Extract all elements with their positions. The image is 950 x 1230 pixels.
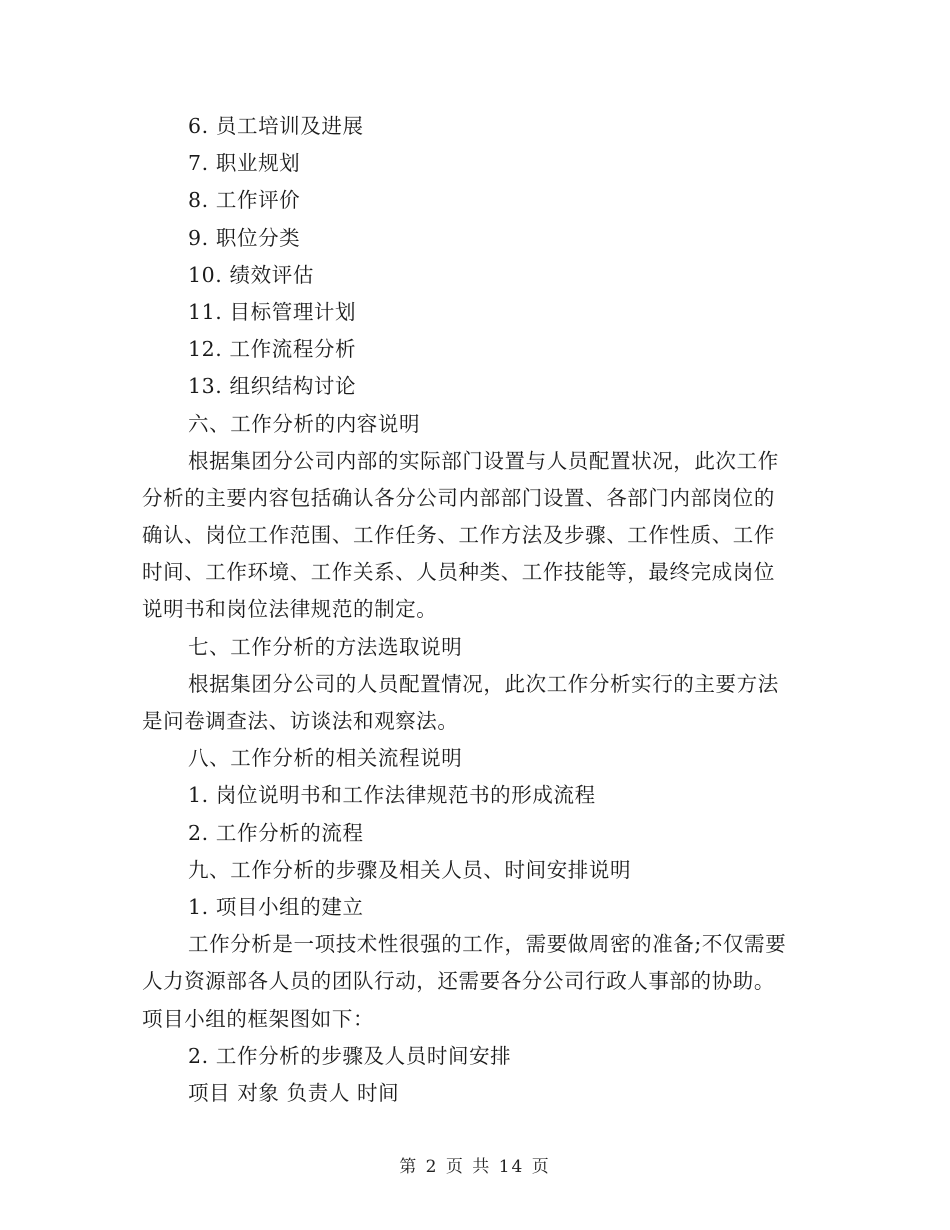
list-item: 2. 工作分析的流程	[188, 820, 364, 845]
paragraph-line: 根据集团分公司内部的实际部门设置与人员配置状况，此次工作	[188, 448, 779, 473]
paragraph-line: 工作分析是一项技术性很强的工作，需要做周密的准备;不仅需要	[188, 932, 787, 957]
page-number: 第 2 页 共 14 页	[399, 1157, 551, 1177]
table-header-row: 项目 对象 负责人 时间	[188, 1080, 400, 1105]
paragraph-line: 说明书和岗位法律规范的制定。	[142, 597, 438, 622]
document-body	[142, 108, 812, 1112]
paragraph	[142, 926, 812, 1038]
paragraph-line: 是问卷调查法、访谈法和观察法。	[142, 709, 459, 733]
paragraph-line: 根据集团分公司的人员配置情况，此次工作分析实行的主要方法	[188, 671, 779, 696]
paragraph-line: 时间、工作环境、工作关系、人员种类、工作技能等，最终完成岗位	[142, 560, 775, 585]
paragraph-line: 确认、岗位工作范围、工作任务、工作方法及步骤、工作性质、工作	[142, 523, 775, 548]
paragraph-line: 项目小组的框架图如下：	[142, 1006, 375, 1031]
list-item: 6. 员工培训及进展	[188, 114, 364, 138]
paragraph-line: 人力资源部各人员的团队行动，还需要各分公司行政人事部的协助。	[142, 969, 775, 994]
section-heading: 六、工作分析的内容说明	[188, 411, 421, 436]
section-heading: 七、工作分析的方法选取说明	[188, 634, 463, 659]
section-heading: 九、工作分析的步骤及相关人员、时间安排说明	[188, 857, 632, 882]
list-item: 9. 职位分类	[188, 225, 301, 250]
list-item: 12. 工作流程分析	[188, 337, 357, 362]
paragraph	[142, 666, 812, 740]
list-item: 7. 职业规划	[188, 151, 301, 176]
list-item: 1. 岗位说明书和工作法律规范书的形成流程	[188, 783, 596, 808]
list-item: 13. 组织结构讨论	[188, 374, 357, 399]
list-item: 11. 目标管理计划	[188, 299, 357, 324]
paragraph	[142, 443, 812, 629]
paragraph-line: 分析的主要内容包括确认各分公司内部部门设置、各部门内部岗位的	[142, 485, 775, 510]
list-item: 1. 项目小组的建立	[188, 894, 364, 919]
list-item: 2. 工作分析的步骤及人员时间安排	[188, 1043, 512, 1068]
section-heading: 八、工作分析的相关流程说明	[188, 746, 463, 771]
list-item: 10. 绩效评估	[188, 262, 314, 287]
list-item: 8. 工作评价	[188, 188, 301, 213]
